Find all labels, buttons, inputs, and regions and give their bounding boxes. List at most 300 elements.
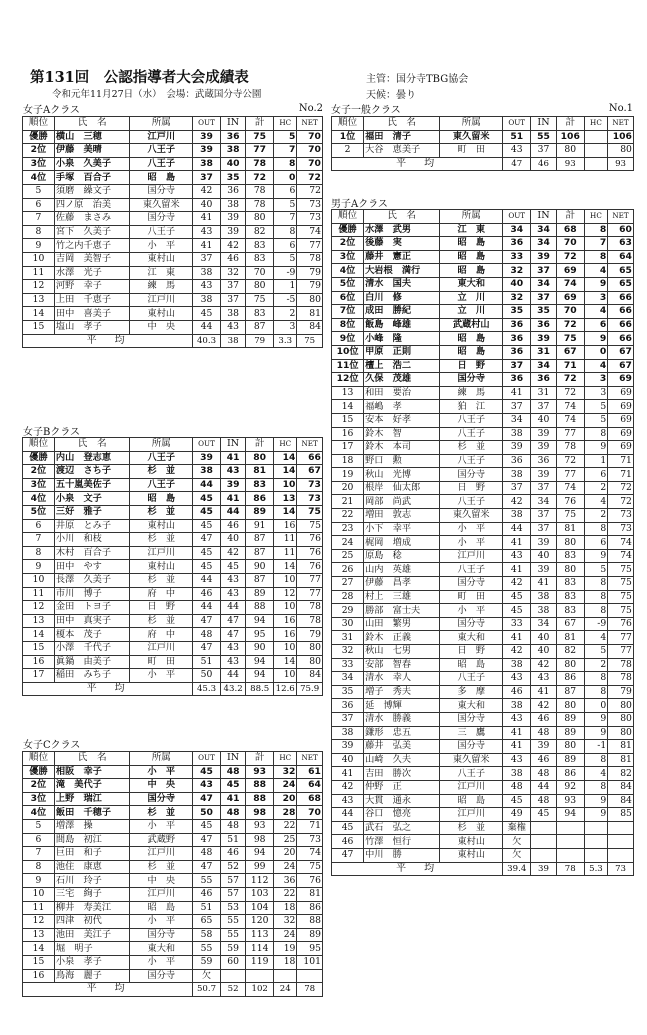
cell-club: 杉 並 bbox=[130, 505, 193, 519]
avg-in: 38 bbox=[220, 334, 246, 348]
cell-hc: 2 bbox=[584, 509, 608, 523]
cell-hc: 4 bbox=[584, 631, 608, 645]
cell-rank: 22 bbox=[332, 509, 364, 523]
cell-rank: 11位 bbox=[332, 359, 364, 373]
cell-rank: 19 bbox=[332, 468, 364, 482]
result-row bbox=[23, 157, 323, 171]
cell-in bbox=[531, 835, 557, 849]
cell-net: 76 bbox=[297, 874, 323, 888]
cell-name: 鈴木 正義 bbox=[364, 631, 440, 645]
cell-hc: 8 bbox=[584, 590, 608, 604]
cell-out: 36 bbox=[503, 237, 531, 251]
cell-name: 根岸 仙太郎 bbox=[364, 481, 440, 495]
cell-club: 小 平 bbox=[130, 239, 193, 253]
cell-in: 44 bbox=[531, 780, 557, 794]
cell-out: 欠 bbox=[193, 969, 221, 983]
cell-total: 98 bbox=[246, 833, 274, 847]
header-row bbox=[23, 752, 323, 766]
cell-name: 塩山 孝子 bbox=[54, 320, 130, 334]
cell-out: 33 bbox=[503, 617, 531, 631]
cell-rank: 37 bbox=[332, 712, 364, 726]
cell-total: 72 bbox=[556, 454, 584, 468]
result-row bbox=[23, 860, 323, 874]
cell-hc: 5 bbox=[584, 413, 608, 427]
cell-club: 国分寺 bbox=[130, 792, 193, 806]
cell-rank: 4位 bbox=[23, 171, 55, 185]
cell-in: 36 bbox=[220, 130, 246, 144]
cell-hc: 8 bbox=[584, 685, 608, 699]
cell-rank: 7位 bbox=[332, 305, 364, 319]
cell-club: 日 野 bbox=[440, 481, 503, 495]
cell-net: 78 bbox=[297, 252, 323, 266]
cell-club: 国分寺 bbox=[130, 212, 193, 226]
cell-out: 41 bbox=[503, 536, 531, 550]
cell-club: 東村山 bbox=[130, 560, 193, 574]
cell-net: 75 bbox=[297, 860, 323, 874]
result-row bbox=[23, 239, 323, 253]
cell-in: 43 bbox=[220, 465, 246, 479]
cell-rank: 12 bbox=[23, 280, 55, 294]
date-venue: 令和元年11月27日（水） 会場：武蔵国分寺公園 bbox=[52, 89, 262, 100]
cell-club: 八王子 bbox=[440, 767, 503, 781]
result-row bbox=[23, 519, 323, 533]
header-row bbox=[23, 438, 323, 452]
cell-in: 43 bbox=[220, 320, 246, 334]
cell-net: 77 bbox=[297, 239, 323, 253]
cell-rank: 34 bbox=[332, 672, 364, 686]
cell-rank: 32 bbox=[332, 645, 364, 659]
cell-in: 38 bbox=[220, 198, 246, 212]
cell-in: 34 bbox=[531, 277, 557, 291]
result-row bbox=[332, 590, 634, 604]
result-row bbox=[23, 874, 323, 888]
cell-in: 47 bbox=[220, 614, 246, 628]
cell-club: 東久留米 bbox=[440, 753, 503, 767]
result-row bbox=[332, 577, 634, 591]
cell-club: 杉 並 bbox=[130, 860, 193, 874]
cell-out: 51 bbox=[503, 130, 531, 144]
cell-total: 113 bbox=[246, 928, 274, 942]
result-row bbox=[23, 212, 323, 226]
cell-rank: 38 bbox=[332, 726, 364, 740]
cell-total bbox=[556, 835, 584, 849]
result-row bbox=[23, 171, 323, 185]
cell-club: 江戸川 bbox=[130, 546, 193, 560]
cell-in: 44 bbox=[220, 669, 246, 683]
cell-name: 成田 勝紀 bbox=[364, 305, 440, 319]
cell-name: 後藤 実 bbox=[364, 237, 440, 251]
col-header-in: IN bbox=[220, 438, 246, 452]
cell-name: 甲原 正則 bbox=[364, 345, 440, 359]
cell-hc: 6 bbox=[584, 468, 608, 482]
women-a-section bbox=[22, 116, 323, 348]
cell-rank: 13 bbox=[23, 928, 55, 942]
cell-name: 大岩根 満行 bbox=[364, 264, 440, 278]
cell-net: 80 bbox=[297, 655, 323, 669]
cell-in: 37 bbox=[531, 264, 557, 278]
cell-rank: 20 bbox=[332, 481, 364, 495]
cell-total: 80 bbox=[556, 699, 584, 713]
cell-hc: 3 bbox=[584, 373, 608, 387]
cell-in: 37 bbox=[531, 291, 557, 305]
cell-net: 71 bbox=[608, 468, 634, 482]
cell-rank: 12位 bbox=[332, 373, 364, 387]
cell-total: 70 bbox=[556, 305, 584, 319]
result-row bbox=[332, 645, 634, 659]
cell-rank: 7 bbox=[23, 212, 55, 226]
cell-hc: 8 bbox=[584, 250, 608, 264]
cell-in: 34 bbox=[531, 495, 557, 509]
cell-in: 48 bbox=[220, 819, 246, 833]
cell-club: 江戸川 bbox=[130, 641, 193, 655]
cell-name: 小川 和枝 bbox=[54, 533, 130, 547]
col-header-hc: HC bbox=[584, 117, 608, 131]
result-row bbox=[23, 492, 323, 506]
col-header-hc: HC bbox=[274, 752, 297, 766]
cell-net: 106 bbox=[608, 130, 634, 144]
cell-club: 小 平 bbox=[130, 955, 193, 969]
cell-out: 38 bbox=[193, 465, 221, 479]
weather: 天候：曇り bbox=[366, 90, 416, 101]
cell-in: 37 bbox=[220, 280, 246, 294]
cell-total: 70 bbox=[556, 237, 584, 251]
cell-net: 70 bbox=[297, 157, 323, 171]
cell-total: 86 bbox=[556, 672, 584, 686]
cell-total: 78 bbox=[246, 198, 274, 212]
cell-name: 田中 真実子 bbox=[54, 614, 130, 628]
cell-total: 72 bbox=[556, 373, 584, 387]
result-row bbox=[332, 767, 634, 781]
cell-out: 42 bbox=[193, 184, 221, 198]
cell-total: 82 bbox=[246, 225, 274, 239]
cell-rank: 23 bbox=[332, 522, 364, 536]
result-row bbox=[23, 915, 323, 929]
cell-rank: 12 bbox=[23, 601, 55, 615]
cell-hc: 24 bbox=[274, 779, 297, 793]
col-header-hc: HC bbox=[274, 438, 297, 452]
result-row bbox=[332, 332, 634, 346]
col-header-out: OUT bbox=[503, 117, 531, 131]
cell-name: 上野 瑞江 bbox=[54, 792, 130, 806]
cell-out: 44 bbox=[193, 320, 221, 334]
cell-club: 八王子 bbox=[440, 495, 503, 509]
cell-name: 田中 喜美子 bbox=[54, 307, 130, 321]
result-row bbox=[332, 712, 634, 726]
cell-club: 東村山 bbox=[130, 252, 193, 266]
cell-out: 42 bbox=[503, 577, 531, 591]
cell-in: 39 bbox=[531, 563, 557, 577]
cell-rank: 優勝 bbox=[23, 451, 55, 465]
cell-out: 40 bbox=[503, 277, 531, 291]
cell-hc: 10 bbox=[274, 478, 297, 492]
cell-net: 69 bbox=[608, 386, 634, 400]
cell-club: 日 野 bbox=[440, 359, 503, 373]
cell-in: 35 bbox=[220, 171, 246, 185]
cell-total: 72 bbox=[556, 318, 584, 332]
cell-name: 巨田 和子 bbox=[54, 847, 130, 861]
cell-out: 45 bbox=[193, 765, 221, 779]
cell-rank: 15 bbox=[332, 413, 364, 427]
cell-in: 38 bbox=[220, 307, 246, 321]
cell-net: 81 bbox=[297, 887, 323, 901]
result-row bbox=[23, 901, 323, 915]
cell-in: 36 bbox=[531, 373, 557, 387]
cell-total: 83 bbox=[556, 590, 584, 604]
cell-total: 88 bbox=[246, 792, 274, 806]
cell-total bbox=[556, 848, 584, 862]
cell-rank: 14 bbox=[23, 942, 55, 956]
average-label: 平 均 bbox=[23, 983, 193, 997]
cell-rank: 31 bbox=[332, 631, 364, 645]
cell-net: 84 bbox=[608, 780, 634, 794]
cell-in: 42 bbox=[220, 546, 246, 560]
cell-name: 三好 雅子 bbox=[54, 505, 130, 519]
cell-in: 43 bbox=[220, 641, 246, 655]
cell-out: 32 bbox=[503, 264, 531, 278]
cell-rank: 15 bbox=[23, 641, 55, 655]
cell-out: 45 bbox=[193, 560, 221, 574]
result-row bbox=[332, 685, 634, 699]
result-row bbox=[23, 560, 323, 574]
cell-club: 国分寺 bbox=[130, 184, 193, 198]
cell-hc: 18 bbox=[274, 901, 297, 915]
cell-name: 水澤 光子 bbox=[54, 266, 130, 280]
col-header-net: NET bbox=[297, 438, 323, 452]
cell-hc: 0 bbox=[274, 171, 297, 185]
cell-total: 89 bbox=[556, 753, 584, 767]
cell-in: 37 bbox=[220, 293, 246, 307]
cell-name: 延 博輝 bbox=[364, 699, 440, 713]
avg-net: 75 bbox=[297, 334, 323, 348]
result-row bbox=[332, 373, 634, 387]
cell-total: 74 bbox=[556, 413, 584, 427]
cell-rank: 17 bbox=[332, 441, 364, 455]
cell-net: 78 bbox=[297, 601, 323, 615]
cell-in: 46 bbox=[531, 712, 557, 726]
cell-club: 昭 島 bbox=[440, 250, 503, 264]
cell-hc bbox=[584, 130, 608, 144]
cell-name: 山内 英雄 bbox=[364, 563, 440, 577]
cell-net: 75 bbox=[608, 563, 634, 577]
cell-total: 83 bbox=[246, 478, 274, 492]
cell-net bbox=[608, 821, 634, 835]
cell-hc: 5 bbox=[274, 252, 297, 266]
cell-club: 小 平 bbox=[440, 604, 503, 618]
result-row bbox=[23, 928, 323, 942]
cell-club: 小 平 bbox=[130, 669, 193, 683]
avg-hc: 5.3 bbox=[584, 862, 608, 876]
cell-rank: 2 bbox=[332, 144, 364, 158]
cell-out: 43 bbox=[503, 672, 531, 686]
cell-in: 39 bbox=[531, 427, 557, 441]
cell-club: 杉 並 bbox=[440, 441, 503, 455]
cell-rank: 10 bbox=[23, 252, 55, 266]
cell-name: 金田 トヨ子 bbox=[54, 601, 130, 615]
result-row bbox=[332, 563, 634, 577]
cell-hc bbox=[584, 144, 608, 158]
cell-in: 31 bbox=[531, 386, 557, 400]
cell-total: 89 bbox=[556, 726, 584, 740]
cell-hc: 16 bbox=[274, 628, 297, 642]
cell-rank: 6 bbox=[23, 519, 55, 533]
cell-net: 101 bbox=[297, 955, 323, 969]
cell-in: 60 bbox=[220, 955, 246, 969]
cell-in: 38 bbox=[531, 604, 557, 618]
cell-name: 四津 初代 bbox=[54, 915, 130, 929]
cell-club: 中 央 bbox=[130, 779, 193, 793]
cell-rank: 27 bbox=[332, 577, 364, 591]
cell-out: 37 bbox=[503, 481, 531, 495]
cell-club: 国分寺 bbox=[440, 468, 503, 482]
result-row bbox=[23, 641, 323, 655]
cell-out: 41 bbox=[503, 631, 531, 645]
cell-name: 小泉 文子 bbox=[54, 492, 130, 506]
cell-net: 80 bbox=[297, 293, 323, 307]
cell-name: 竹澤 恒行 bbox=[364, 835, 440, 849]
cell-club: 日 野 bbox=[130, 601, 193, 615]
cell-rank: 24 bbox=[332, 536, 364, 550]
result-row bbox=[332, 549, 634, 563]
cell-in: 39 bbox=[220, 478, 246, 492]
avg-in: 43.2 bbox=[220, 682, 246, 696]
cell-hc: 7 bbox=[584, 237, 608, 251]
cell-total: 80 bbox=[556, 658, 584, 672]
result-row bbox=[23, 252, 323, 266]
cell-out: 47 bbox=[193, 614, 221, 628]
cell-club: 東久留米 bbox=[440, 130, 503, 144]
cell-rank: 35 bbox=[332, 685, 364, 699]
cell-out: 36 bbox=[503, 454, 531, 468]
cell-out: 棄権 bbox=[503, 821, 531, 835]
cell-out: 34 bbox=[503, 413, 531, 427]
cell-name: 四ノ原 治美 bbox=[54, 198, 130, 212]
result-row bbox=[332, 522, 634, 536]
cell-hc: 8 bbox=[584, 427, 608, 441]
cell-in: 45 bbox=[220, 779, 246, 793]
result-row bbox=[332, 277, 634, 291]
cell-hc: 25 bbox=[274, 833, 297, 847]
cell-rank: 優勝 bbox=[23, 130, 55, 144]
cell-net: 81 bbox=[297, 307, 323, 321]
cell-club: 狛 江 bbox=[440, 400, 503, 414]
result-row bbox=[332, 144, 634, 158]
cell-out: 43 bbox=[503, 712, 531, 726]
cell-name: 水澤 武男 bbox=[364, 223, 440, 237]
result-row bbox=[332, 250, 634, 264]
cell-name: 竹之内千恵子 bbox=[54, 239, 130, 253]
cell-name: 池住 康恵 bbox=[54, 860, 130, 874]
cell-hc: 36 bbox=[274, 874, 297, 888]
result-row bbox=[23, 847, 323, 861]
general-table bbox=[331, 116, 634, 171]
col-header-net: NET bbox=[297, 752, 323, 766]
cell-name: 吉岡 美智子 bbox=[54, 252, 130, 266]
cell-total: 75 bbox=[556, 509, 584, 523]
cell-in: 43 bbox=[220, 587, 246, 601]
cell-out: 44 bbox=[193, 573, 221, 587]
cell-total: 94 bbox=[246, 847, 274, 861]
cell-hc: 14 bbox=[274, 505, 297, 519]
cell-name: 山田 繁男 bbox=[364, 617, 440, 631]
result-row bbox=[23, 833, 323, 847]
result-row bbox=[23, 505, 323, 519]
cell-total: 75 bbox=[556, 332, 584, 346]
cell-hc: 8 bbox=[584, 522, 608, 536]
cell-hc: 9 bbox=[584, 726, 608, 740]
cell-club: 杉 並 bbox=[130, 614, 193, 628]
cell-hc: 4 bbox=[584, 767, 608, 781]
cell-name: 原島 稔 bbox=[364, 549, 440, 563]
col-header-club: 所属 bbox=[130, 438, 193, 452]
cell-hc: 20 bbox=[274, 847, 297, 861]
cell-club: 東村山 bbox=[130, 307, 193, 321]
result-row bbox=[332, 780, 634, 794]
cell-net: 80 bbox=[608, 712, 634, 726]
cell-hc: 6 bbox=[274, 184, 297, 198]
cell-name: 秋山 光博 bbox=[364, 468, 440, 482]
cell-club: 武蔵村山 bbox=[440, 318, 503, 332]
cell-in: 39 bbox=[531, 536, 557, 550]
cell-hc: 28 bbox=[274, 806, 297, 820]
col-header-rank: 順位 bbox=[332, 117, 364, 131]
cell-name: 白川 修 bbox=[364, 291, 440, 305]
cell-in: 43 bbox=[220, 655, 246, 669]
general-label: 女子一般クラス bbox=[331, 105, 401, 116]
cell-club: 江戸川 bbox=[130, 847, 193, 861]
cell-total: 94 bbox=[246, 669, 274, 683]
result-row bbox=[332, 305, 634, 319]
cell-rank: 6 bbox=[23, 198, 55, 212]
cell-net: 74 bbox=[297, 847, 323, 861]
cell-net: 77 bbox=[608, 645, 634, 659]
cell-in: 40 bbox=[220, 533, 246, 547]
cell-in: 46 bbox=[220, 252, 246, 266]
cell-net: 78 bbox=[608, 672, 634, 686]
cell-rank: 1位 bbox=[332, 130, 364, 144]
cell-club: 杉 並 bbox=[130, 533, 193, 547]
cell-hc: 10 bbox=[274, 641, 297, 655]
cell-in: 41 bbox=[531, 685, 557, 699]
cell-total: 67 bbox=[556, 617, 584, 631]
result-row bbox=[332, 264, 634, 278]
cell-club: 東大和 bbox=[440, 699, 503, 713]
cell-net: 76 bbox=[297, 546, 323, 560]
col-header-out: OUT bbox=[503, 210, 531, 224]
cell-out: 45 bbox=[503, 590, 531, 604]
cell-hc: 8 bbox=[274, 225, 297, 239]
cell-club: 昭 島 bbox=[440, 264, 503, 278]
cell-name: 増田 敦志 bbox=[364, 509, 440, 523]
cell-in: 40 bbox=[531, 549, 557, 563]
women-c-section bbox=[22, 751, 323, 997]
avg-total: 78 bbox=[556, 862, 584, 876]
avg-total: 102 bbox=[246, 983, 274, 997]
cell-total: 83 bbox=[556, 577, 584, 591]
cell-hc: 4 bbox=[584, 264, 608, 278]
cell-net: 76 bbox=[297, 533, 323, 547]
cell-net: 72 bbox=[297, 184, 323, 198]
cell-total: 112 bbox=[246, 874, 274, 888]
result-row bbox=[23, 184, 323, 198]
cell-club: 江 東 bbox=[440, 223, 503, 237]
women-c-label: 女子Cクラス bbox=[23, 740, 81, 751]
cell-out: 49 bbox=[503, 808, 531, 822]
cell-club: 昭 島 bbox=[130, 901, 193, 915]
cell-name: 中川 勝 bbox=[364, 848, 440, 862]
result-row bbox=[332, 318, 634, 332]
result-row bbox=[23, 614, 323, 628]
cell-in: 36 bbox=[220, 184, 246, 198]
